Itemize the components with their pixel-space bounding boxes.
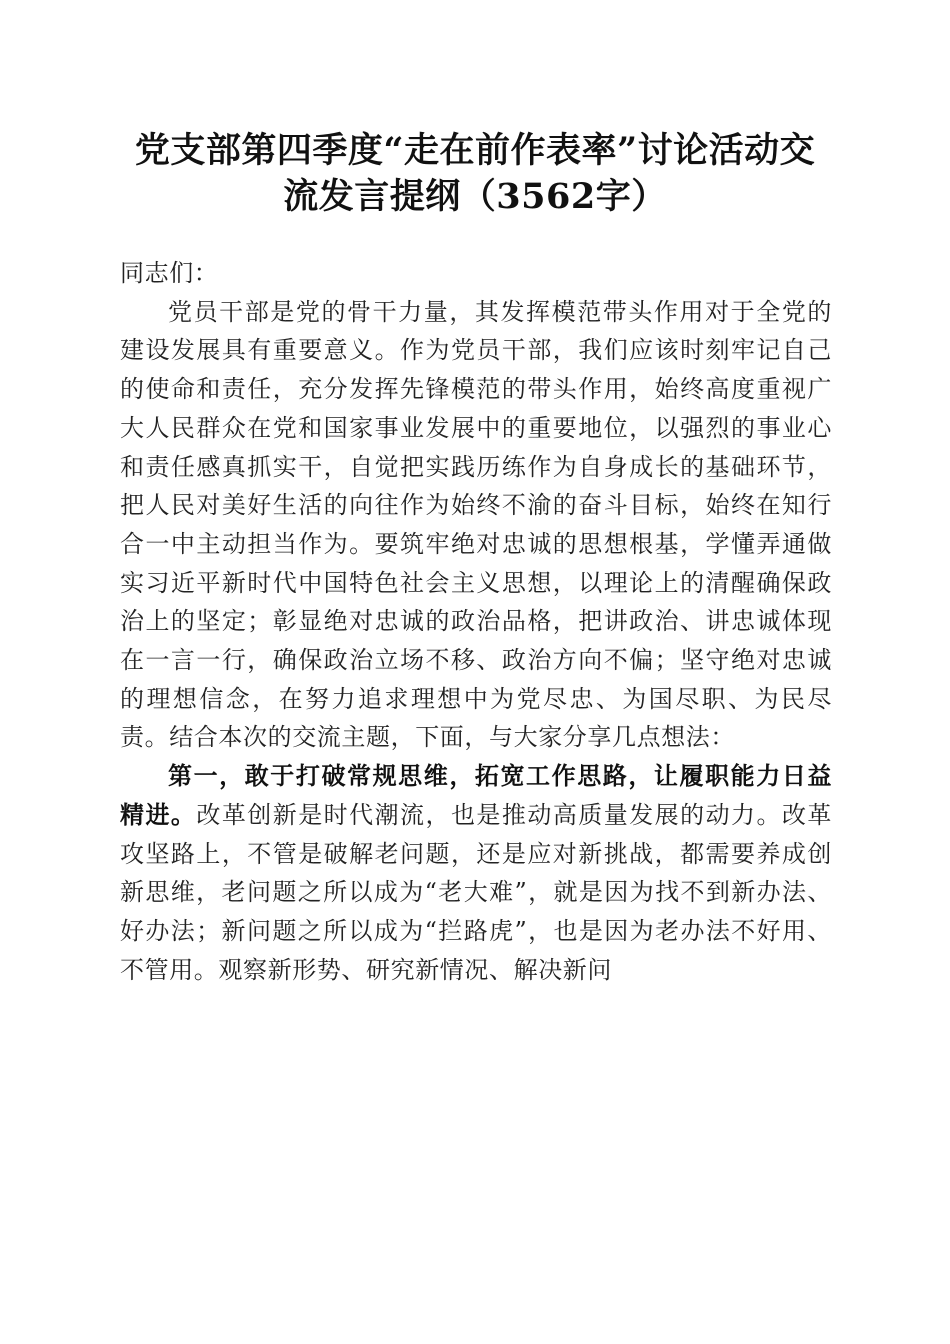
title-line-1: 党支部第四季度“走在前作表率”讨论活动交 xyxy=(134,130,816,171)
paragraph-intro xyxy=(120,293,832,757)
paragraph-text: 党员干部是党的骨干力量，其发挥模范带头作用对于全党的建设发展具有重要意义。作为党员干部，我们应该时刻牢记自己的使命和责任，充分发挥先锋模范的带头作用，始终高度重视广大人民群众在党和国家事业发展中的重要地位，以强烈的事业心和责任感真抓实干，自觉把实践历练作为自身成长的基础环节，把人民对美好生活的向往作为始终不渝的奋斗目标，始终在知行合一中主动担当作为。要筑牢绝对忠诚的思想根基，学懂弄通做实习近平新时代中国特色社会主义思想，以理论上的清醒确保政治上的坚定；彰显绝对忠诚的政治品格，把讲政治、讲忠诚体现在一言一行，确保政治立场不移、政治方向不偏；坚守绝对忠诚的理想信念，在努力追求理想中为党尽忠、为国尽职、为民尽责。结合本次的交流主题，下面，与大家分享几点想法： xyxy=(120,297,832,752)
paragraph-point-one xyxy=(120,757,832,989)
salutation: 同志们： xyxy=(120,259,219,287)
title-line-2: 流发言提纲（3562字） xyxy=(283,176,667,217)
document-body xyxy=(120,254,832,989)
paragraph-lead: 第一，敢于打破常规思维，拓宽工作思路，让履职能力日益精进。 xyxy=(120,761,832,829)
document-title xyxy=(100,128,850,220)
paragraph-text: 改革创新是时代潮流，也是推动高质量发展的动力。改革攻坚路上，不管是破解老问题，还是应对新挑战，都需要养成创新思维，老问题之所以成为“老大难”，就是因为找不到新办法、好办法；新问题之所以成为“拦路虎”，也是因为老办法不好用、不管用。观察新形势、研究新情况、解决新问 xyxy=(120,800,832,984)
